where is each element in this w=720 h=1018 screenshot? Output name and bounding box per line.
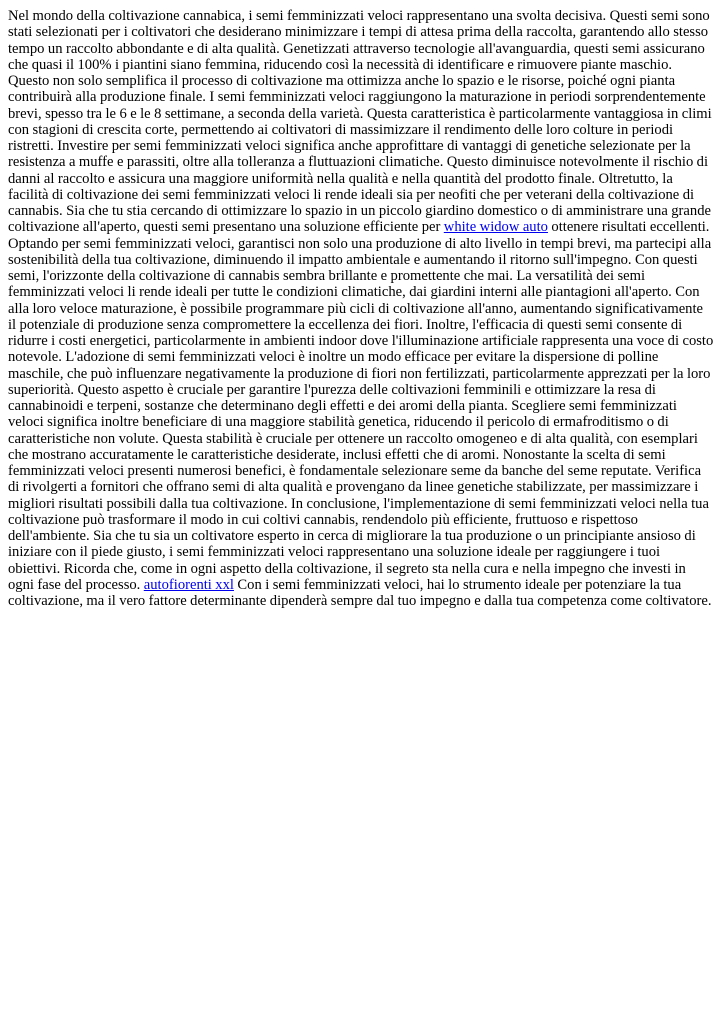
article-text-part-2: ottenere risultati eccellenti. Optando per semi femminizzati veloci, garantisci non solo una produzione di alto livello in tempi brevi, ma partecipi alla sostenibilità della tua coltivazione, diminuendo il impatto ambientale e aumentando il ritorno sull'impegno. Con questi semi, l'orizzonte della coltivazione di cannabis sembra brillante e promettente che mai. La versatilità dei semi femminizzati veloci li rende ideali per tutte le condizioni climatiche, dai giardini interni alle piantagioni all'aperto. Con alla loro veloce maturazione, è possibile programmare più cicli di coltivazione all'anno, aumentando significativamente il potenziale di produzione senza compromettere la eccellenza dei fiori. Inoltre, l'efficacia di questi semi consente di ridurre i costi energetici, particolarmente in ambienti indoor dove l'illuminazione artificiale rappresenta una voce di costo notevole. L'adozione di semi femminizzati veloci è inoltre un modo efficace per evitare la dispersione di polline maschile, che può influenzare negativamente la produzione di fiori non fertilizzati, particolarmente apprezzati per la loro superiorità. Questo aspetto è cruciale per garantire l'purezza delle coltivazioni femminili e ottimizzare la resa di cannabinoidi e terpeni, sostanze che determinano degli effetti e dei aromi della pianta. Scegliere semi femminizzati veloci significa inoltre beneficiare di una maggiore stabilità genetica, riducendo il pericolo di ermafroditismo o di caratteristiche non volute. Questa stabilità è cruciale per ottenere un raccolto omogeneo e di alta qualità, con esemplari che mostrano accuratamente le caratteristiche desiderate, inclusi effetti che di aromi. Nonostante la scelta di semi femminizzati veloci presenti numerosi benefici, è fondamentale selezionare seme da banche del seme reputate. Verifica di rivolgerti a fornitori che offrano semi di alta qualità e provengano da linee genetiche stabilizzate, per massimizzare i migliori risultati possibili dalla tua coltivazione. In conclusione, l'implementazione di semi femminizzati veloci nella tua coltivazione può trasformare il modo in cui coltivi cannabis, rendendolo più efficiente, fruttuoso e rispettoso dell'ambiente. Sia che tu sia un coltivatore esperto in cerca di migliorare la tua produzione o un principiante ansioso di iniziare con il piede giusto, i semi femminizzati veloci rappresentano una soluzione ideale per raggiungere i tuoi obiettivi. Ricorda che, come in ogni aspetto della coltivazione, il segreto sta nella cura e nella impegno che investi in ogni fase del processo. [8,219,714,593]
autofiorenti-xxl-link[interactable]: autofiorenti xxl [143,576,234,593]
white-widow-auto-link[interactable]: white widow auto [443,219,548,236]
article-body [8,8,714,609]
article-text-part-1: Nel mondo della coltivazione cannabica, i semi femminizzati veloci rappresentano una svolta decisiva. Questi semi sono stati selezionati per i coltivatori che desiderano minimizzare i tempi di attesa prima della raccolta, garantendo allo stesso tempo un raccolto abbondante e di alta qualità. Genetizzati attraverso tecnologie all'avanguardia, questi semi assicurano che quasi il 100% i piantini siano femmina, riducendo così la necessità di identificare e rimuovere piante maschio. Questo non solo semplifica il processo di coltivazione ma ottimizza anche lo spazio e le risorse, poiché ogni pianta contribuirà alla produzione finale. I semi femminizzati veloci raggiungono la maturazione in periodi sorprendentemente brevi, spesso tra le 6 e le 8 settimane, a seconda della varietà. Questa caratteristica è particolarmente vantaggiosa in climi con stagioni di crescita corte, permettendo ai coltivatori di massimizzare il rendimento delle loro colture in periodi ristretti. Investire per semi femminizzati veloci significa anche approfittare di vantaggi di genetiche selezionate per la resistenza a muffe e parassiti, oltre alla tolleranza a fluttuazioni climatiche. Questo diminuisce notevolmente il rischio di danni al raccolto e assicura una maggiore uniformità nella qualità e nella quantità del prodotto finale. Oltretutto, la facilità di coltivazione dei semi femminizzati veloci li rende ideali sia per neofiti che per veterani della coltivazione di cannabis. Sia che tu stia cercando di ottimizzare lo spazio in un piccolo giardino domestico o di amministrare una grande coltivazione all'aperto, questi semi presentano una soluzione efficiente per [8,8,712,236]
article-text-part-3: Con i semi femminizzati veloci, hai lo strumento ideale per potenziare la tua coltivazione, ma il vero fattore determinante dipenderà sempre dal tuo impegno e dalla tua competenza come coltivatore. [8,576,712,609]
